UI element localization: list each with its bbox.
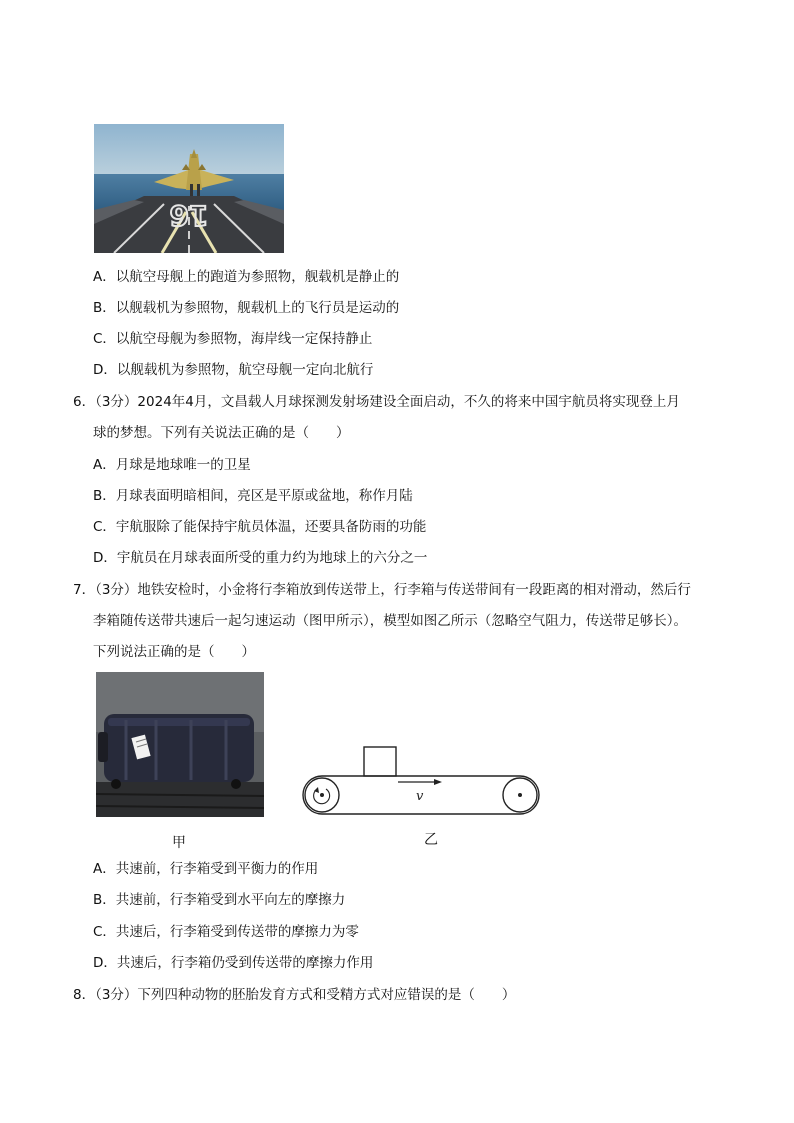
deck-number: 16 (169, 199, 209, 232)
q7-option-b: B．共速前，行李箱受到水平向左的摩擦力 (93, 892, 346, 908)
figure-b-caption: 乙 (424, 832, 438, 848)
q6-stem-line2: 球的梦想。下列有关说法正确的是（ ） (93, 425, 350, 441)
q6-option-b: B．月球表面明暗相间，亮区是平原或盆地，称作月陆 (93, 488, 413, 504)
q7-option-a: A．共速前，行李箱受到平衡力的作用 (93, 861, 319, 877)
q7-stem-line2: 李箱随传送带共速后一起匀速运动（图甲所示），模型如图乙所示（忽略空气阻力，传送带足够长）。 (93, 613, 687, 629)
suitcase-shape (98, 714, 254, 789)
q6-option-c: C．宇航服除了能保持宇航员体温，还要具备防雨的功能 (93, 519, 427, 535)
q6-option-a: A．月球是地球唯一的卫星 (93, 457, 251, 473)
velocity-label: v (416, 789, 424, 804)
q5-option-b: B．以舰载机为参照物，舰载机上的飞行员是运动的 (93, 300, 400, 316)
q7-stem-line1: 7．（3分）地铁安检时，小金将行李箱放到传送带上，行李箱与传送带间有一段距离的相对滑动，然后行 (73, 582, 691, 598)
right-pulley (503, 778, 537, 812)
q8-stem-line1: 8．（3分）下列四种动物的胚胎发育方式和受精方式对应错误的是（ ） (73, 987, 516, 1003)
q5-option-c: C．以航空母舰为参照物，海岸线一定保持静止 (93, 331, 373, 347)
conveyor-diagram (298, 740, 548, 822)
q5-option-d: D．以舰载机为参照物，航空母舰一定向北航行 (93, 362, 374, 378)
q7-stem-line3: 下列说法正确的是（ ） (93, 644, 255, 660)
q7-option-c: C．共速后，行李箱受到传送带的摩擦力为零 (93, 924, 359, 940)
q5-option-a: A．以航空母舰上的跑道为参照物，舰载机是静止的 (93, 269, 400, 285)
velocity-arrow (398, 779, 442, 785)
carrier-jet-photo (94, 124, 284, 253)
q6-option-d: D．宇航员在月球表面所受的重力约为地球上的六分之一 (93, 550, 428, 566)
box-block (364, 747, 396, 776)
figure-a-caption: 甲 (172, 835, 186, 851)
q6-stem-line1: 6．（3分）2024年4月，文昌载人月球探测发射场建设全面启动，不久的将来中国宇航员将实现登上月 (73, 394, 680, 410)
left-pulley (305, 778, 339, 812)
suitcase-photo (96, 672, 264, 817)
q7-option-d: D．共速后，行李箱仍受到传送带的摩擦力作用 (93, 955, 374, 971)
